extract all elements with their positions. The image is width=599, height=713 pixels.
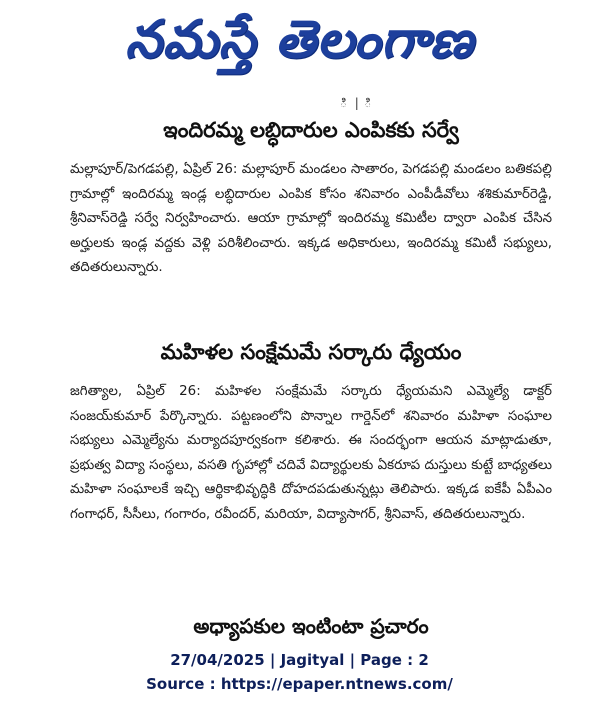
article-3 bbox=[70, 614, 552, 643]
article-headline: ఇందిరమ్మ లబ్ధిదారుల ఎంపికకు సర్వే bbox=[163, 118, 459, 142]
footer-date-edition: 27/04/2025 | Jagityal | Page : 2 bbox=[170, 651, 429, 669]
article-1 bbox=[70, 118, 552, 281]
footer-source: Source : https://epaper.ntnews.com/ bbox=[146, 675, 453, 693]
article-2 bbox=[70, 340, 552, 527]
article-headline: మహిళల సంక్షేమమే సర్కారు ధ్యేయం bbox=[160, 340, 462, 364]
article-headline: అధ్యాపకుల ఇంటింటా ప్రచారం bbox=[193, 614, 429, 638]
article-body: జగిత్యాల, ఏప్రిల్ 26: మహిళల సంక్షేమమే సర్కారు ధ్యేయమని ఎమ్మెల్యే డాక్టర్ సంజయ్‌కుమార్ పేర్కొన్నారు. పట్టణంలోని పొన్నాల గార్డెన్‌లో శనివారం మహిళా సంఘాల సభ్యులు ఎమ్మెల్యేను మర్యాదపూర్వకంగా కలిశారు. ఈ సందర్భంగా ఆయన మాట్లాడుతూ, ప్రభుత్వ విద్యా సంస్థలు, వసతి గృహాల్లో చదివే విద్యార్థులకు ఏకరూప దుస్తులు కుట్టే బాధ్యతలు మహిళా సంఘాలకే ఇచ్చి ఆర్థికాభివృద్ధికి దోహదపడుతున్నట్లు తెలిపారు. ఇక్కడ ఐకేపీ ఏపీఎం గంగాధర్, సీసీలు, గంగారం, రవీందర్, మరియా, విద్యాసాగర్, శ్రీనివాస్, తదితరులున్నారు. bbox=[70, 384, 552, 522]
masthead bbox=[0, 0, 599, 92]
article-body: మల్లాపూర్/పెగడపల్లి, ఏప్రిల్ 26: మల్లాపూర్ మండలం సాతారం, పెగడపల్లి మండలం బతికపల్లి గ్రామాల్లో ఇందిరమ్మ ఇండ్ల లబ్ధిదారుల ఎంపిక కోసం శనివారం ఎంపీడీవోలు శశికుమార్‌రెడ్డి, శ్రీనివాస్‌రెడ్డి సర్వే నిర్వహించారు. ఆయా గ్రామాల్లో ఇందిరమ్మ కమిటీల ద్వారా ఎంపిక చేసిన అర్హులకు ఇండ్ల వద్దకు వెళ్లి పరిశీలించారు. ఇక్కడ అధికారులు, ఇందిరమ్మ కమిటీ సభ్యులు, తదితరులున్నారు. bbox=[70, 162, 552, 275]
newspaper-title: నమస్తే తెలంగాణ bbox=[125, 9, 474, 70]
clipping-fragment: ి | ి bbox=[340, 96, 374, 110]
